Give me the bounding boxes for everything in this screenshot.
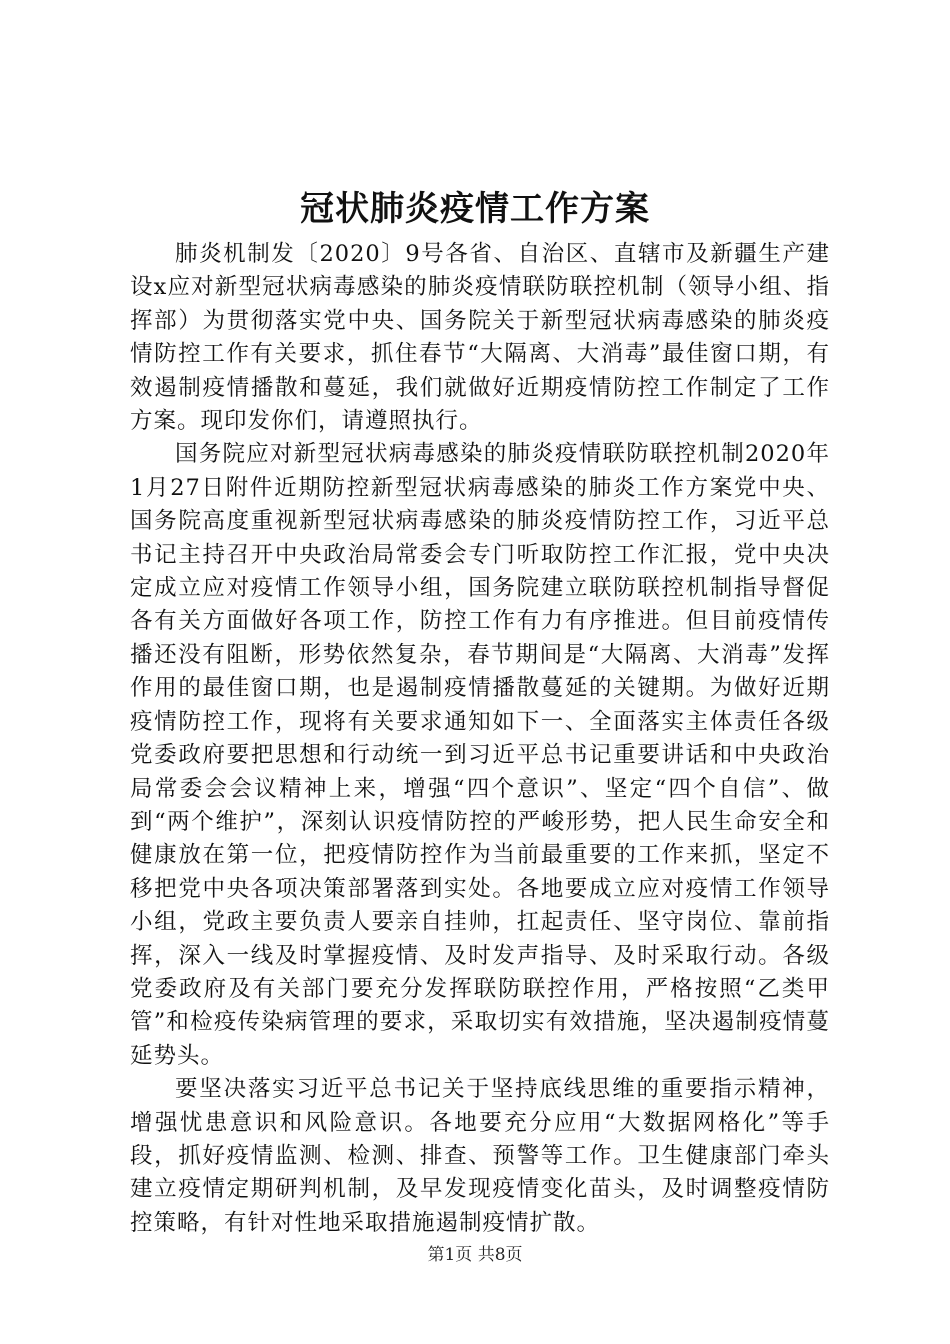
paragraph-work-plan: 国务院应对新型冠状病毒感染的肺炎疫情联防联控机制2020年1月27日附件近期防控新型冠状病毒感染的肺炎工作方案党中央、国务院高度重视新型冠状病毒感染的肺炎疫情防控工作，习近平总书记主持召开中央政治局常委会专门听取防控工作汇报，党中央决定成立应对疫情工作领导小组，国务院建立联防联控机制指导督促各有关方面做好各项工作，防控工作有力有序推进。但目前疫情传播还没有阻断，形势依然复杂，春节期间是“大隔离、大消毒”发挥作用的最佳窗口期，也是遏制疫情播散蔓延的关键期。为做好近期疫情防控工作，现将有关要求通知如下一、全面落实主体责任各级党委政府要把思想和行动统一到习近平总书记重要讲话和中央政治局常委会会议精神上来，增强“四个意识”、坚定“四个自信”、做到“两个维护”，深刻认识疫情防控的严峻形势，把人民生命安全和健康放在第一位，把疫情防控作为当前最重要的工作来抓，坚定不移把党中央各项决策部署落到实处。各地要成立应对疫情工作领导小组，党政主要负责人要亲自挂帅，扛起责任、坚守岗位、靠前指挥，深入一线及时掌握疫情、及时发声指导、及时采取行动。各级党委政府及有关部门要充分发挥联防联控作用，严格按照“乙类甲管”和检疫传染病管理的要求，采取切实有效措施，坚决遏制疫情蔓延势头。 xyxy=(130,441,830,1069)
document-title: 冠状肺炎疫情工作方案 xyxy=(300,189,650,229)
paragraph-bottom-line: 要坚决落实习近平总书记关于坚持底线思维的重要指示精神，增强忧患意识和风险意识。各地要充分应用“大数据网格化”等手段，抓好疫情监测、检测、排查、预警等工作。卫生健康部门牵头建立疫情定期研判机制，及早发现疫情变化苗头，及时调整疫情防控策略，有针对性地采取措施遏制疫情扩散。 xyxy=(130,1076,830,1236)
page-number-footer: 第1页 共8页 xyxy=(427,1245,523,1265)
document-body xyxy=(130,238,830,1240)
paragraph-notice: 肺炎机制发〔2020〕9号各省、自治区、直辖市及新疆生产建设x应对新型冠状病毒感染的肺炎疫情联防联控机制（领导小组、指挥部）为贯彻落实党中央、国务院关于新型冠状病毒感染的肺炎疫情防控工作有关要求，抓住春节“大隔离、大消毒”最佳窗口期，有效遏制疫情播散和蔓延，我们就做好近期疫情防控工作制定了工作方案。现印发你们，请遵照执行。 xyxy=(130,241,830,435)
